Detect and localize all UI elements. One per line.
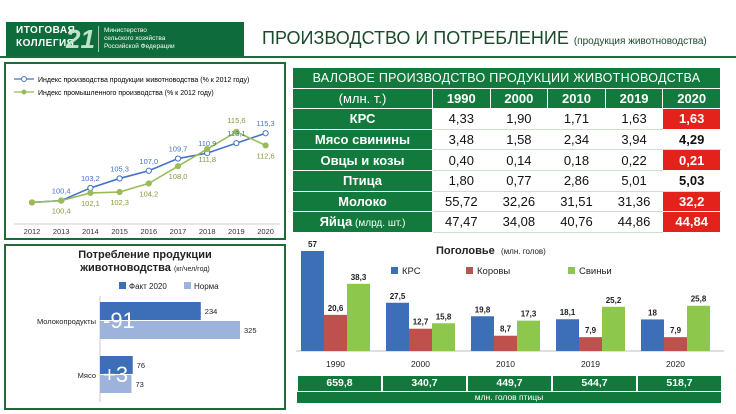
production-table [292, 67, 721, 233]
legend-marker-blue [22, 77, 27, 82]
data-point [59, 198, 64, 203]
logo-divider [98, 26, 99, 52]
consumption-title-line1: Потребление продукции [78, 249, 212, 261]
x-tick-label: 2014 [82, 227, 99, 236]
table-cell: 55,72 [433, 191, 491, 212]
data-label: 115,3 [256, 119, 275, 129]
data-label: 76 [136, 361, 146, 370]
table-cell: 1,71 [548, 109, 606, 130]
legend-swatch-pigs [568, 267, 575, 274]
data-label: 102,1 [81, 198, 100, 208]
table-cell: 0,18 [548, 150, 606, 171]
poultry-value: 518,7 [638, 376, 721, 391]
poultry-strip [297, 376, 721, 404]
table-cell: 3,94 [605, 129, 663, 150]
data-label: 108,0 [168, 172, 188, 182]
row-label: Яйца (млрд. шт.) [293, 212, 433, 233]
x-tick-label: 2013 [52, 227, 70, 236]
row-label: КРС [293, 109, 433, 130]
data-label: 12,7 [412, 317, 429, 327]
logo-line2: КОЛЛЕГИЯ [16, 38, 75, 49]
page-title-main: ПРОИЗВОДСТВО И ПОТРЕБЛЕНИЕ [262, 28, 569, 48]
data-label: 100,4 [51, 206, 71, 216]
data-label: 105,3 [110, 164, 129, 174]
difference-label: -91 [103, 308, 135, 333]
data-label: 57 [308, 240, 317, 249]
data-label: 8,7 [499, 324, 512, 334]
data-label: 113,1 [227, 129, 246, 139]
bar [301, 251, 324, 351]
x-tick-label: 2016 [140, 227, 158, 236]
bar [347, 284, 370, 351]
table-cell: 0,77 [490, 170, 548, 191]
table-cell: 32,2 [663, 191, 721, 212]
table-column-header: 1990 [433, 88, 491, 109]
data-point [263, 131, 268, 136]
difference-label: +3 [103, 362, 129, 387]
row-label: Птица [293, 170, 433, 191]
legend-swatch-cows [466, 267, 473, 274]
table-cell: 44,84 [663, 212, 721, 233]
x-tick-label: 2019 [228, 227, 245, 236]
data-label: 107,0 [139, 156, 159, 166]
poultry-label: млн. голов птицы [297, 392, 721, 403]
bar [687, 306, 710, 351]
x-tick-label: 2020 [257, 227, 274, 236]
x-tick-label: 2018 [198, 227, 216, 236]
consumption-title-line2: животноводства [80, 262, 171, 274]
bar [494, 336, 517, 351]
data-label: 112,6 [256, 151, 275, 161]
x-tick-label: 2020 [666, 359, 685, 369]
legend-label-norm: Норма [194, 282, 219, 291]
table-cell: 40,76 [548, 212, 606, 233]
data-label: 102,3 [110, 198, 129, 208]
bar [556, 319, 579, 351]
table-cell: 4,33 [433, 109, 491, 130]
data-label: 234 [204, 307, 218, 316]
table-cell: 1,80 [433, 170, 491, 191]
poultry-value: 340,7 [383, 376, 466, 391]
poultry-value: 449,7 [468, 376, 551, 391]
data-point [146, 181, 151, 186]
table-cell: 2,86 [548, 170, 606, 191]
data-label: 115,6 [227, 115, 246, 125]
consumption-title [6, 249, 284, 276]
data-label: 103,2 [81, 173, 100, 183]
table-cell: 44,86 [605, 212, 663, 233]
x-tick-label: 2019 [581, 359, 600, 369]
data-label: 73 [135, 380, 144, 389]
table-cell: 4,29 [663, 129, 721, 150]
table-column-header: 2000 [490, 88, 548, 109]
table-cell: 5,01 [605, 170, 663, 191]
row-label: Молоко [293, 191, 433, 212]
table-column-header: 2010 [548, 88, 606, 109]
table-cell: 31,36 [605, 191, 663, 212]
data-label: 19,8 [474, 305, 491, 315]
bar [641, 319, 664, 351]
data-point [263, 143, 268, 148]
data-point [117, 189, 122, 194]
data-label: 325 [244, 326, 257, 335]
poultry-value: 544,7 [553, 376, 636, 391]
bar [324, 315, 347, 351]
x-tick-label: 2015 [111, 227, 128, 236]
table-row [293, 212, 721, 233]
data-label: 7,9 [584, 326, 597, 336]
consumption-bar-chart [6, 278, 284, 408]
data-label: 109,7 [168, 144, 188, 154]
table-row [293, 129, 721, 150]
data-label: 100,4 [51, 186, 71, 196]
bar [471, 316, 494, 351]
data-point [88, 190, 93, 195]
table-cell: 5,03 [663, 170, 721, 191]
data-point [234, 141, 239, 146]
data-label: 110,9 [198, 139, 217, 149]
category-label: Молокопродукты [36, 317, 96, 326]
poultry-value: 659,8 [298, 376, 381, 391]
bar [386, 303, 409, 351]
data-label: 18 [648, 308, 657, 318]
x-tick-label: 1990 [326, 359, 345, 369]
bar [579, 337, 602, 351]
legend-label-production: Индекс производства продукции животноводства (% к 2012 году) [38, 77, 250, 84]
data-label: 7,9 [669, 326, 682, 336]
data-point [88, 185, 93, 190]
table-cell: 0,14 [490, 150, 548, 171]
data-label: 25,8 [690, 294, 707, 304]
table-cell: 3,48 [433, 129, 491, 150]
bar [409, 329, 432, 351]
data-label: 38,3 [350, 272, 367, 282]
ministry-line1: Министерство [104, 27, 147, 34]
legend-label-pigs: Свиньи [579, 266, 612, 277]
logo-number: 21 [66, 24, 95, 54]
index-line-chart [6, 64, 284, 238]
header-divider [0, 56, 736, 58]
data-point [175, 164, 180, 169]
ministry-line3: Российской Федерации [104, 43, 175, 50]
table-cell: 1,58 [490, 129, 548, 150]
category-label: Мясо [77, 371, 96, 380]
table-row [293, 191, 721, 212]
x-tick-label: 2012 [23, 227, 41, 236]
data-label: 27,5 [389, 291, 406, 301]
legend-label-cows: Коровы [477, 266, 511, 277]
table-cell: 2,34 [548, 129, 606, 150]
table-cell: 1,63 [605, 109, 663, 130]
table-unit: (млн. т.) [293, 88, 433, 109]
page-title-sub: (продукция животноводства) [573, 36, 707, 47]
legend-swatch-fact [119, 282, 126, 289]
data-label: 25,2 [605, 295, 622, 305]
table-cell: 47,47 [433, 212, 491, 233]
table-row [293, 109, 721, 130]
data-label: 18,1 [559, 308, 576, 318]
bar [517, 321, 540, 351]
consumption-unit: (кг/чел/год) [173, 266, 210, 273]
legend-label-industrial: Индекс промышленного производства (% к 2012 году) [38, 90, 214, 97]
table-row [293, 170, 721, 191]
logo-line1: ИТОГОВАЯ [16, 25, 76, 36]
row-label: Овцы и козы [293, 150, 433, 171]
ministry-line2: сельского хозяйства [104, 35, 166, 42]
x-tick-label: 2010 [496, 359, 515, 369]
data-label: 17,3 [520, 309, 537, 319]
data-label: 111,8 [198, 155, 217, 165]
logo [6, 22, 244, 56]
x-tick-label: 2017 [169, 227, 187, 236]
bar [602, 307, 625, 351]
legend-swatch-krs [391, 267, 398, 274]
table-cell: 0,21 [663, 150, 721, 171]
table-cell: 1,63 [663, 109, 721, 130]
table-title: ВАЛОВОЕ ПРОИЗВОДСТВО ПРОДУКЦИИ ЖИВОТНОВОДСТВА [293, 68, 721, 89]
x-tick-label: 2000 [411, 359, 430, 369]
data-point [29, 200, 34, 205]
table-cell: 34,08 [490, 212, 548, 233]
page-title [262, 28, 707, 49]
table-cell: 31,51 [548, 191, 606, 212]
table-cell: 0,22 [605, 150, 663, 171]
data-point [175, 156, 180, 161]
data-point [117, 176, 122, 181]
legend-marker-green [22, 90, 27, 95]
data-point [146, 168, 151, 173]
row-label: Мясо свинины [293, 129, 433, 150]
table-row [293, 150, 721, 171]
legend-label-fact: Факт 2020 [129, 282, 167, 291]
data-label: 20,6 [327, 303, 344, 313]
table-cell: 0,40 [433, 150, 491, 171]
livestock-bar-chart [296, 236, 724, 376]
table-column-header: 2020 [663, 88, 721, 109]
data-label: 15,8 [435, 312, 452, 322]
table-cell: 1,90 [490, 109, 548, 130]
legend-label-krs: КРС [402, 266, 421, 277]
bar [664, 337, 687, 351]
table-cell: 32,26 [490, 191, 548, 212]
livestock-title: Поголовье [436, 245, 495, 257]
legend-swatch-norm [184, 282, 191, 289]
livestock-unit: (млн. голов) [501, 247, 546, 256]
bar [432, 323, 455, 351]
data-label: 104,2 [139, 189, 159, 199]
table-column-header: 2019 [605, 88, 663, 109]
